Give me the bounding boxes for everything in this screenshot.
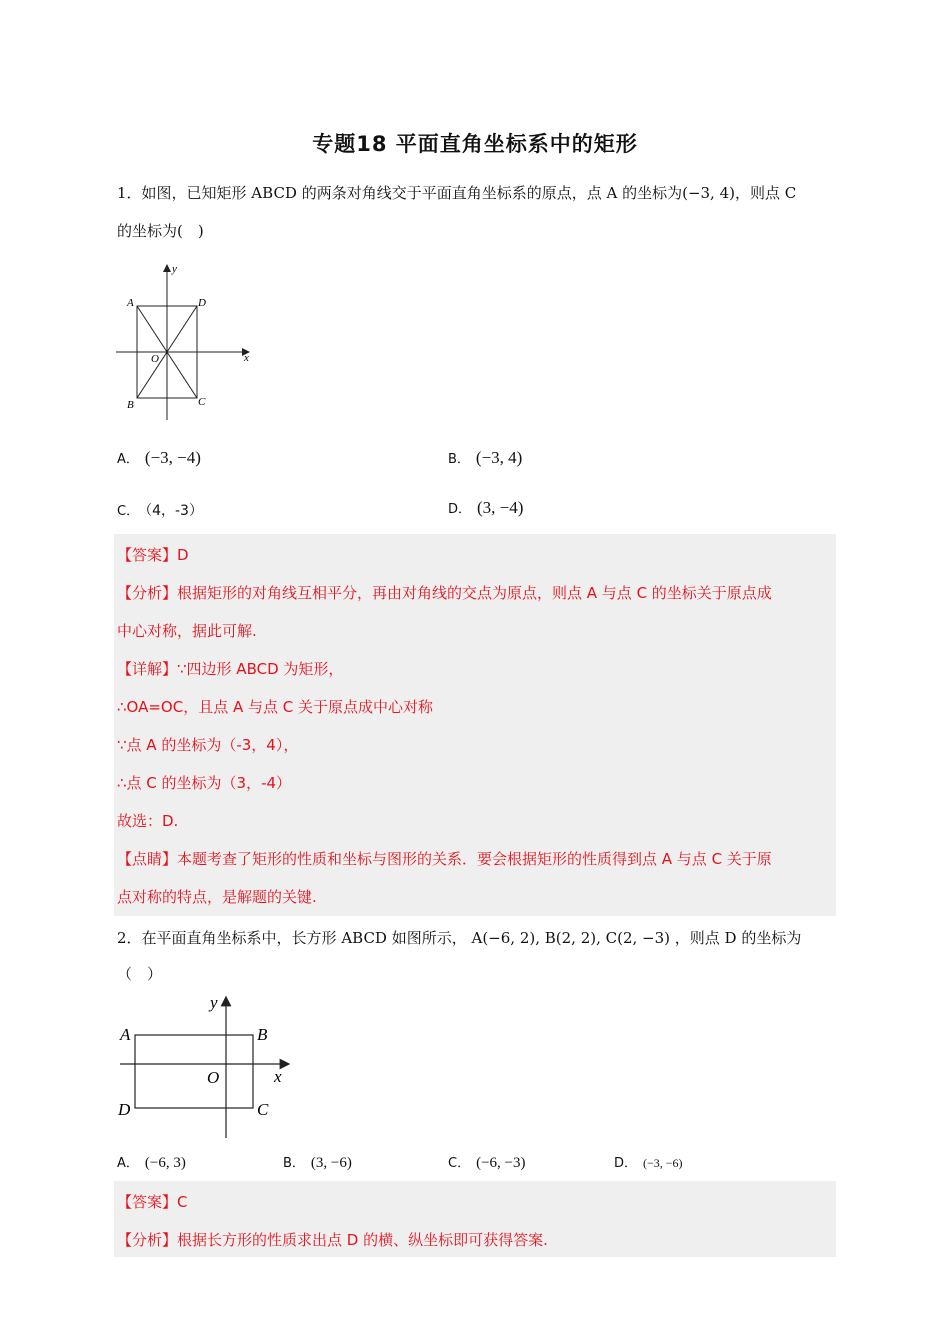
q2-label-d: D	[118, 1100, 131, 1119]
q1-stem-line2: 的坐标为( )	[117, 222, 204, 240]
q2-option-a-label: A．	[117, 1156, 139, 1171]
q1-option-a-label: A．	[117, 452, 139, 467]
q1-option-c-value: （4，-3）	[145, 503, 203, 519]
q1-analysis-1: 【分析】根据矩形的对角线互相平分，再由对角线的交点为原点，则点 A 与点 C 的坐标关于原点成	[117, 584, 772, 602]
q2-stem-line2: （ ）	[117, 965, 163, 983]
q1-option-a-value: (−3, −4)	[144, 448, 201, 467]
q2-solution-box	[114, 1181, 836, 1257]
q1-option-c-label: C．	[117, 504, 140, 519]
q1-analysis-2: 中心对称，据此可解.	[117, 622, 257, 640]
q2-stem-line1: 2．在平面直角坐标系中，长方形 ABCD 如图所示， A(−6, 2), B(2, 2), C(2, −3) ，则点 D 的坐标为	[117, 929, 802, 947]
q1-option-b-value: (−3, 4)	[475, 448, 523, 467]
q2-option-b-value: (3, −6)	[310, 1155, 352, 1171]
q2-answer: 【答案】C	[117, 1193, 188, 1211]
q1-label-o: O	[151, 353, 159, 365]
q1-detail-1: 【详解】∵四边形 ABCD 为矩形，	[117, 660, 344, 678]
q2-label-o: O	[207, 1068, 220, 1087]
q1-detail-3: ∵点 A 的坐标为（-3，4），	[117, 736, 299, 754]
q1-detail-4: ∴点 C 的坐标为（3，-4）	[117, 774, 292, 792]
q2-option-b-label: B．	[283, 1156, 305, 1171]
q1-answer: 【答案】D	[117, 546, 189, 564]
q2-analysis: 【分析】根据长方形的性质求出点 D 的横、纵坐标即可获得答案.	[117, 1231, 548, 1249]
q1-option-b[interactable]	[448, 448, 522, 468]
q2-label-b: B	[257, 1025, 268, 1044]
q2-label-y: y	[210, 993, 218, 1012]
q1-label-a: A	[127, 297, 134, 309]
q2-option-a[interactable]	[117, 1152, 186, 1172]
q2-option-c-value: (−6, −3)	[476, 1155, 526, 1171]
q2-option-a-value: (−6, 3)	[144, 1155, 186, 1171]
q1-remark-1: 【点睛】本题考查了矩形的性质和坐标与图形的关系．要会根据矩形的性质得到点 A 与点 C 关于原	[117, 850, 772, 868]
q2-option-c-label: C．	[448, 1156, 471, 1171]
q2-label-a: A	[120, 1025, 131, 1044]
q2-option-d-label: D．	[614, 1156, 638, 1171]
q1-option-d-value: (3, −4)	[477, 498, 524, 517]
q1-label-c: C	[198, 396, 206, 408]
q1-label-y: y	[172, 263, 177, 275]
q1-label-d: D	[198, 297, 206, 309]
q2-option-d[interactable]	[614, 1152, 683, 1171]
q1-option-a[interactable]	[117, 448, 201, 468]
q1-option-d-label: D．	[448, 502, 472, 517]
q2-label-x: x	[274, 1067, 282, 1086]
q1-label-b: B	[127, 399, 134, 411]
q1-option-b-label: B．	[448, 452, 470, 467]
q2-figure	[112, 988, 302, 1140]
page-title: 专题18 平面直角坐标系中的矩形	[312, 132, 638, 156]
q1-option-d[interactable]	[448, 498, 523, 518]
q1-stem-line1: 1．如图，已知矩形 ABCD 的两条对角线交于平面直角坐标系的原点，点 A 的坐标为(−3, 4)，则点 C	[117, 184, 797, 202]
q1-detail-5: 故选：D.	[117, 812, 179, 830]
q1-solution-box	[114, 534, 836, 916]
q1-label-x: x	[244, 352, 249, 364]
q1-figure	[110, 258, 260, 420]
q2-option-b[interactable]	[283, 1152, 352, 1172]
q2-option-d-value: (−3, −6)	[643, 1156, 683, 1170]
q1-remark-2: 点对称的特点，是解题的关键.	[117, 888, 317, 906]
q1-option-c[interactable]	[117, 500, 203, 520]
q2-rectangle	[135, 1035, 253, 1108]
q2-label-c: C	[257, 1100, 269, 1119]
q1-detail-2: ∴OA=OC，且点 A 与点 C 关于原点成中心对称	[117, 698, 434, 716]
q2-option-c[interactable]	[448, 1152, 526, 1172]
